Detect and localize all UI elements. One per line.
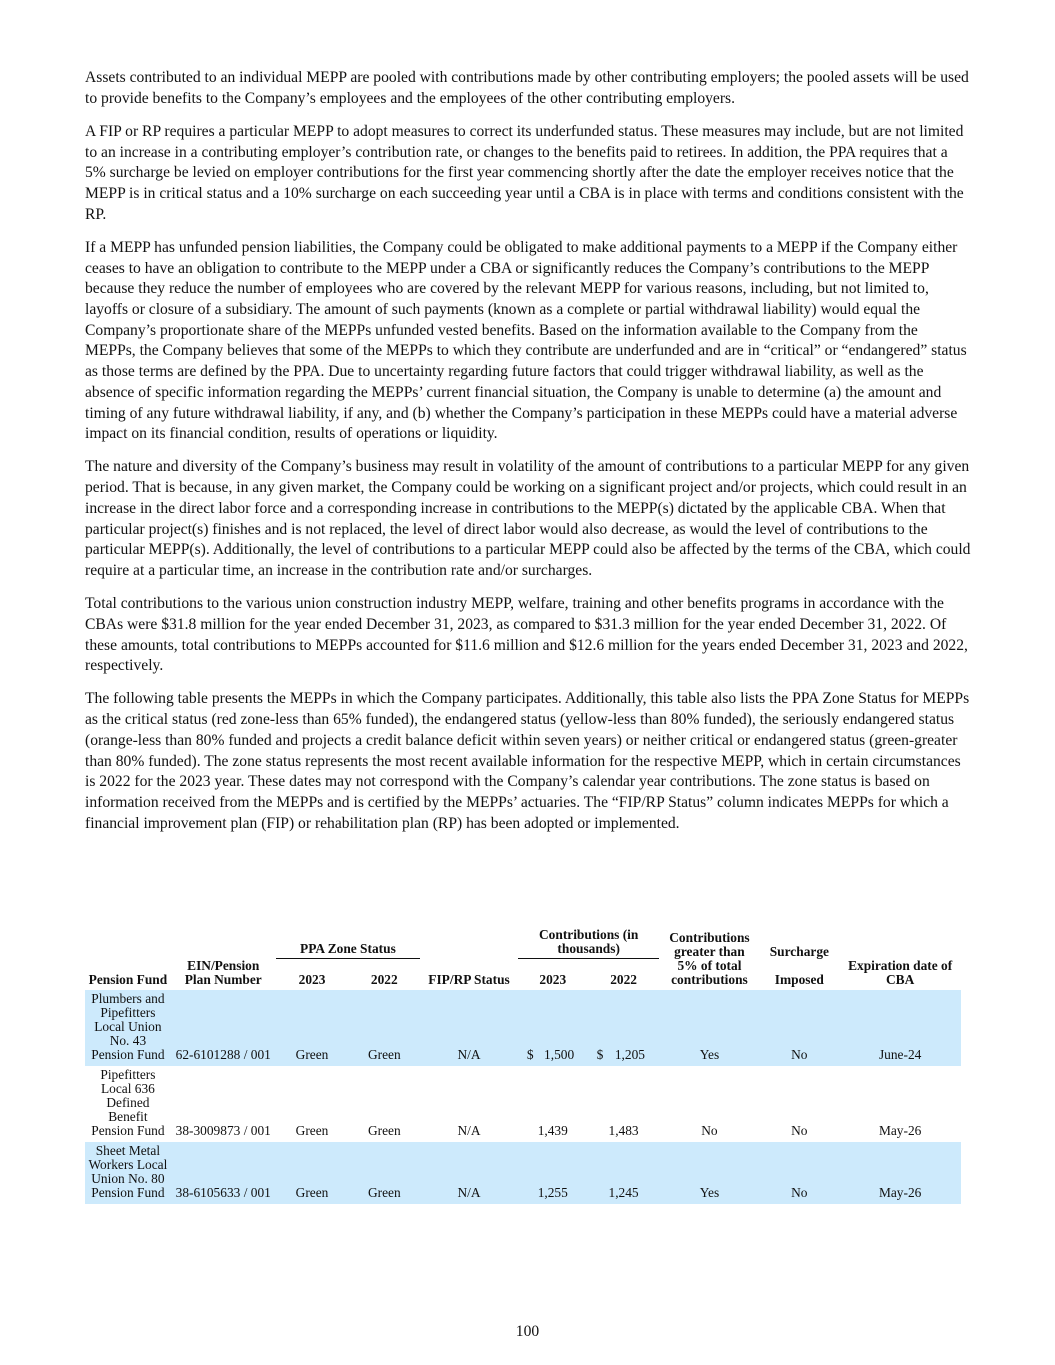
header-surcharge-top: Surcharge [769, 943, 829, 959]
cell-fund: Plumbers and Pipefitters Local Union No. 43 Pension Fund [85, 990, 171, 1066]
cell-fip: N/A [420, 1142, 518, 1204]
mepp-table [85, 928, 961, 1204]
cell-ppa-2023: Green [276, 1142, 349, 1204]
cell-ppa-2022: Green [348, 990, 420, 1066]
header-ppa-zone-status: PPA Zone Status [276, 928, 421, 959]
cell-ppa-2023: Green [276, 990, 349, 1066]
cell-contrib-2023: $ 1,500 [518, 990, 588, 1066]
header-pension-fund: Pension Fund [88, 971, 168, 987]
header-surcharge-bottom: Imposed [774, 971, 824, 987]
cell-ein: 62-6101288 / 001 [171, 990, 276, 1066]
cell-fip: N/A [457, 1122, 481, 1138]
header-fip-rp-status: FIP/RP Status [428, 971, 510, 987]
page-number: 100 [515, 1323, 540, 1340]
paragraph-unfunded-liabilities: If a MEPP has unfunded pension liabilities, the Company could be obligated to make additional payments to a MEPP if the Company either ceases to have an obligation to contribute to the MEPP under a CBA or significantly reduces the Company’s contributions to the MEPP because they reduce the number of employees who are covered by the relevant MEPP for various reasons, including, but not limited to, layoffs or closure of a subsidiary. The amount of such payments (known as a complete or partial withdrawal liability) would equal the Company’s proportionate share of the MEPPs unfunded vested benefits. Based on the information available to the Company from the MEPPs, the Company believes that some of the MEPPs to which they contribute are underfunded and are in “critical” or “endangered” status as those terms are defined by the PPA. Due to uncertainty regarding future factors that could trigger withdrawal liability, as well as the absence of specific information regarding the MEPPs’ current financial situation, the Company is unable to determine (a) the amount and timing of any future withdrawal liability, if any, and (b) whether the Company’s participation in these MEPPs could have a material adverse impact on its financial condition, results of operations or liquidity. [85, 238, 967, 443]
cell-contrib-2022: 1,483 [608, 1122, 639, 1138]
cell-expiration: May-26 [839, 1142, 961, 1204]
cell-expiration: May-26 [878, 1122, 922, 1138]
cell-surcharge: No [759, 990, 839, 1066]
table-row [85, 1142, 961, 1204]
header-ppa-2022: 2022 [370, 971, 398, 987]
header-ppa-2023: 2023 [298, 971, 326, 987]
cell-contrib-2023: 1,439 [537, 1122, 568, 1138]
cell-ppa-2022: Green [348, 1142, 420, 1204]
table-row [85, 1066, 961, 1142]
paragraph-table-intro: The following table presents the MEPPs in which the Company participates. Additionally, this table also lists the PPA Zone Status for MEPPs as the critical status (red zone-less than 65% funded), the endangered status (yellow-less than 80% funded), the seriously endangered status (orange-less than 80% funded and projects a credit balance deficit within seven years) or neither critical or endangered status (green-greater than 80% funded). The zone status represents the most recent available information for the respective MEPP, which in certain circumstances is 2022 for the 2023 year. These dates may not correspond with the Company’s calendar year contributions. The zone status is based on information received from the MEPPs and is certified by the MEPPs’ actuaries. The “FIP/RP Status” column indicates MEPPs for which a financial improvement plan (FIP) or rehabilitation plan (RP) has been adopted or implemented. [85, 690, 970, 832]
cell-surcharge: No [791, 1122, 808, 1138]
paragraph-volatility: The nature and diversity of the Company’s business may result in volatility of the amount of contributions to a particular MEPP for any given period. That is because, in any given market, the Company could be working on a significant project and/or projects, which could result in an increase in the direct labor force and a corresponding increase in contributions to the MEPP(s) dictated by the applicable CBA. When that particular project(s) finishes and is not replaced, the level of direct labor would also decrease, as would the level of contributions to the particular MEPP(s). Additionally, the level of contributions to a particular MEPP could also be affected by the terms of the CBA, which could require at a particular time, an increase in the contribution rate and/or surcharges. [85, 458, 971, 579]
header-contrib-2022: 2022 [610, 971, 637, 987]
paragraph-fip-rp: A FIP or RP requires a particular MEPP to adopt measures to correct its underfunded status. These measures may include, but are not limited to an increase in a contributing employer’s contribution rate, or changes to the benefits paid to retirees. In addition, the PPA requires that a 5% surcharge be levied on employer contributions for the first year commencing shortly after the date the employer receives notice that the MEPP is in critical status and a 10% surcharge on each succeeding year until a CBA is in place with terms and conditions consistent with the RP. [85, 122, 964, 223]
table-header-row-top [85, 928, 961, 959]
header-contrib-2023: 2023 [539, 971, 567, 987]
cell-ein: 38-3009873 / 001 [175, 1122, 271, 1138]
cell-contrib-2022: 1,245 [588, 1142, 660, 1204]
header-greater-than-5: Contributions greater than 5% of total contributions [669, 929, 750, 987]
cell-contrib-2022: $ 1,205 [588, 990, 660, 1066]
cell-contrib-2023: 1,255 [518, 1142, 588, 1204]
cell-ein: 38-6105633 / 001 [171, 1142, 276, 1204]
header-ein: EIN/Pension Plan Number [184, 957, 262, 987]
header-expiration: Expiration date of CBA [848, 957, 953, 987]
paragraph-pooled-assets: Assets contributed to an individual MEPP are pooled with contributions made by other contributing employers; the pooled assets will be used to provide benefits to the Company’s employees and the employees of the other contributing employers. [85, 69, 969, 107]
table-row [85, 990, 961, 1066]
cell-expiration: June-24 [839, 990, 961, 1066]
cell-surcharge: No [759, 1142, 839, 1204]
cell-fund: Sheet Metal Workers Local Union No. 80 Pension Fund [85, 1142, 171, 1204]
paragraph-total-contributions: Total contributions to the various union construction industry MEPP, welfare, training and other benefits programs in accordance with the CBAs were $31.8 million for the year ended December 31, 2023, as compared to $31.3 million for the year ended December 31, 2022. Of these amounts, total contributions to MEPPs accounted for $11.6 million and $12.6 million for the years ended December 31, 2023 and 2022, respectively. [85, 595, 968, 675]
cell-greater-5: Yes [659, 1142, 759, 1204]
cell-fip: N/A [420, 990, 518, 1066]
cell-fund: Pipefitters Local 636 Defined Benefit Pension Fund [91, 1066, 165, 1138]
cell-ppa-2023: Green [295, 1122, 329, 1138]
cell-ppa-2022: Green [367, 1122, 401, 1138]
document-body [85, 68, 971, 847]
cell-greater-5: No [701, 1122, 718, 1138]
header-contributions: Contributions (in thousands) [518, 928, 660, 959]
cell-greater-5: Yes [659, 990, 759, 1066]
